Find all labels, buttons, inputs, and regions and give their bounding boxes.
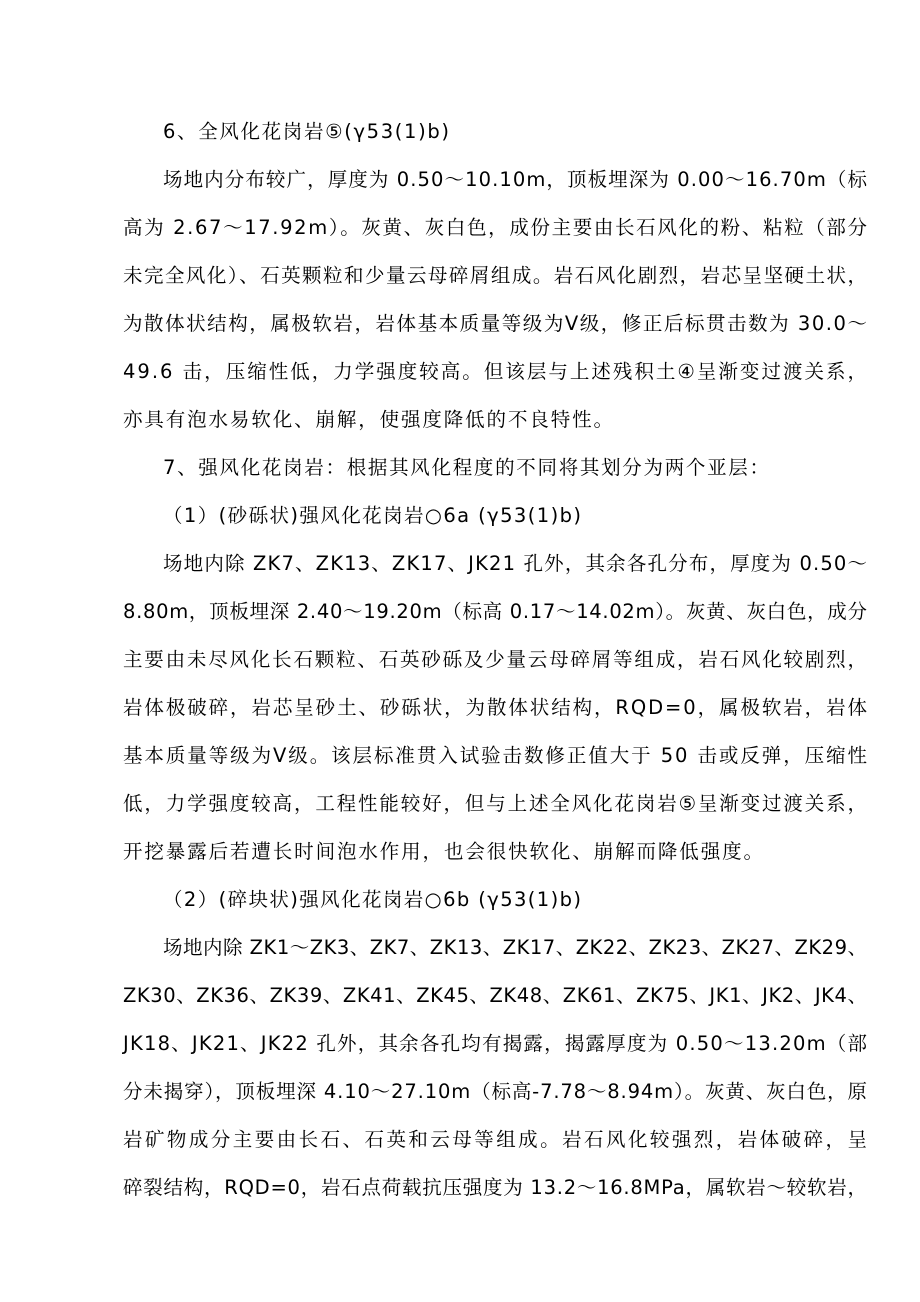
paragraph-line: 低，力学强度较高，工程性能较好，但与上述全风化花岗岩⑤呈渐变过渡关系， <box>123 792 869 815</box>
paragraph-line: 为散体状结构，属极软岩，岩体基本质量等级为Ⅴ级，修正后标贯击数为 30.0～ <box>123 312 869 335</box>
paragraph-line: 亦具有泡水易软化、崩解，使强度降低的不良特性。 <box>123 408 615 431</box>
paragraph-line: 场地内除 ZK7、ZK13、ZK17、JK21 孔外，其余各孔分布，厚度为 0.50～ <box>163 552 869 575</box>
paragraph-line: 岩体极破碎，岩芯呈砂土、砂砾状，为散体状结构，RQD=0，属极软岩，岩体 <box>123 696 869 719</box>
paragraph-line: 8.80m，顶板埋深 2.40～19.20m（标高 0.17～14.02m）。灰黄、灰白色，成分 <box>123 600 868 623</box>
paragraph-line: 岩矿物成分主要由长石、石英和云母等组成。岩石风化较强烈，岩体破碎，呈 <box>123 1128 870 1151</box>
paragraph-line: 开挖暴露后若遭长时间泡水作用，也会很快软化、崩解而降低强度。 <box>123 840 765 863</box>
paragraph-line: 基本质量等级为Ⅴ级。该层标准贯入试验击数修正值大于 50 击或反弹，压缩性 <box>123 744 869 767</box>
paragraph-line: JK18、JK21、JK22 孔外，其余各孔均有揭露，揭露厚度为 0.50～13.20m（部 <box>123 1032 869 1055</box>
heading-7: 7、强风化花岗岩：根据其风化程度的不同将其划分为两个亚层： <box>163 456 771 479</box>
paragraph-line: ZK30、ZK36、ZK39、ZK41、ZK45、ZK48、ZK61、ZK75、JK1、JK2、JK4、 <box>123 984 868 1007</box>
heading-6: 6、全风化花岗岩⑤(γ53(1)b) <box>163 120 451 143</box>
subheading-6a: （1）(砂砾状)强风化花岗岩○6a (γ53(1)b) <box>163 504 583 527</box>
paragraph-line: 场地内分布较广，厚度为 0.50～10.10m，顶板埋深为 0.00～16.70m（标 <box>163 168 869 191</box>
paragraph-line: 碎裂结构，RQD=0，岩石点荷载抗压强度为 13.2～16.8MPa，属软岩～较软岩， <box>123 1176 868 1199</box>
paragraph-line: 未完全风化）、石英颗粒和少量云母碎屑组成。岩石风化剧烈，岩芯呈坚硬土状， <box>123 264 869 287</box>
paragraph-line: 分未揭穿），顶板埋深 4.10～27.10m（标高-7.78～8.94m）。灰黄、灰白色，原 <box>123 1080 868 1103</box>
paragraph-line: 高为 2.67～17.92m）。灰黄、灰白色，成份主要由长石风化的粉、粘粒（部分 <box>123 216 869 239</box>
paragraph-line: 49.6 击，压缩性低，力学强度较高。但该层与上述残积土④呈渐变过渡关系， <box>123 360 869 383</box>
paragraph-line: 主要由未尽风化长石颗粒、石英砂砾及少量云母碎屑等组成，岩石风化较剧烈， <box>123 648 869 671</box>
paragraph-line: 场地内除 ZK1～ZK3、ZK7、ZK13、ZK17、ZK22、ZK23、ZK27、ZK29、 <box>163 936 868 959</box>
subheading-6b: （2）(碎块状)强风化花岗岩○6b (γ53(1)b) <box>163 888 583 911</box>
